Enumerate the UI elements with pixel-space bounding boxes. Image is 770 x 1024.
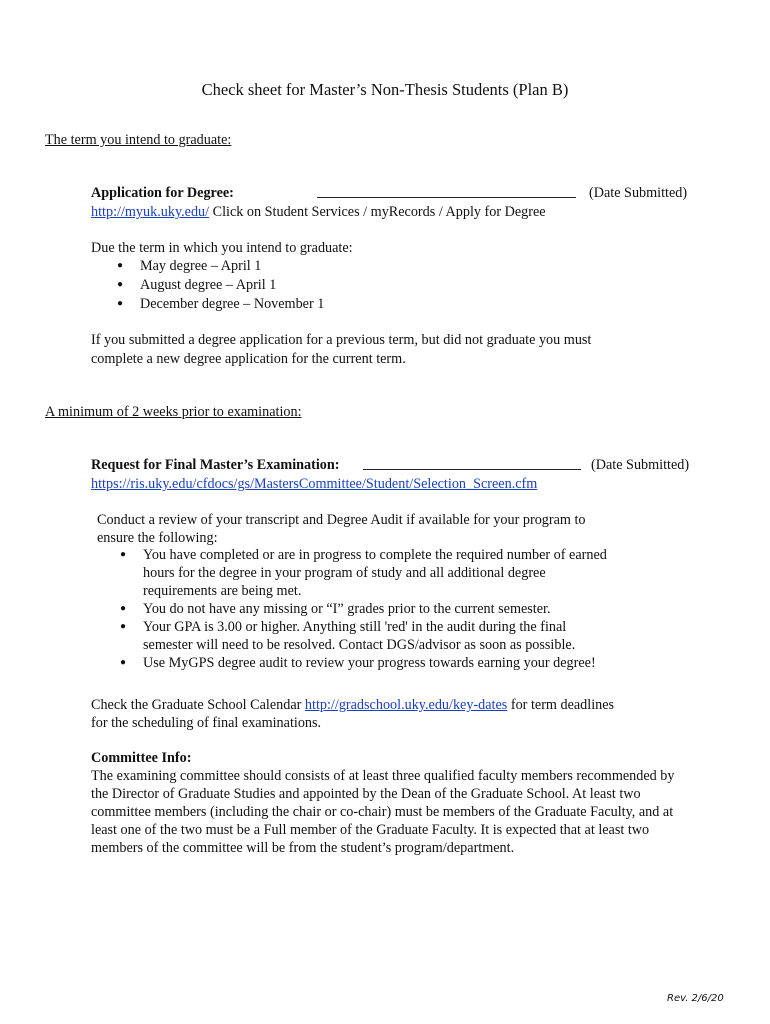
due-date-item bbox=[117, 257, 324, 276]
masters-committee-link[interactable]: https://ris.uky.edu/cfdocs/gs/MastersCommittee/Student/Selection_Screen.cfm bbox=[91, 476, 538, 492]
review-item bbox=[120, 618, 607, 654]
request-label: Request for Final Master’s Examination: bbox=[91, 457, 340, 473]
bullet-icon: ● bbox=[120, 621, 127, 632]
committee-line: The examining committee should consists of at least three qualified faculty members recommended by bbox=[91, 768, 675, 784]
review-item-line: You do not have any missing or “I” grades prior to the current semester. bbox=[143, 601, 551, 617]
application-label: Application for Degree: bbox=[91, 185, 234, 201]
committee-line: least one of the two must be a Full member of the Graduate Faculty. It is expected that at least two bbox=[91, 822, 650, 838]
bullet-icon: ● bbox=[117, 298, 124, 309]
committee-line: the Director of Graduate Studies and appointed by the Dean of the Graduate School. At least two bbox=[91, 786, 641, 802]
review-item bbox=[120, 600, 607, 618]
request-date-blank[interactable] bbox=[363, 457, 581, 475]
review-line-2: ensure the following: bbox=[97, 530, 218, 546]
due-date-text: August degree – April 1 bbox=[140, 277, 277, 293]
request-link-row bbox=[91, 475, 537, 493]
due-date-text: December degree – November 1 bbox=[140, 296, 325, 312]
request-date-label: (Date Submitted) bbox=[591, 457, 690, 473]
review-item-line: Your GPA is 3.00 or higher. Anything still 'red' in the audit during the final bbox=[143, 619, 567, 635]
due-date-item bbox=[117, 276, 324, 295]
committee-line: committee members (including the chair or co-chair) must be members of the Graduate Faculty, and at bbox=[91, 804, 674, 820]
key-dates-link[interactable]: http://gradschool.uky.edu/key-dates bbox=[304, 697, 508, 713]
committee-paragraph bbox=[91, 767, 674, 857]
due-date-text: May degree – April 1 bbox=[140, 258, 262, 274]
calendar-line-1 bbox=[91, 696, 614, 714]
review-item bbox=[120, 654, 607, 672]
application-instructions-text: Click on Student Services / myRecords / Apply for Degree bbox=[209, 204, 546, 220]
note-line-1: If you submitted a degree application for a previous term, but did not graduate you must bbox=[91, 332, 592, 348]
bullet-icon: ● bbox=[117, 260, 124, 271]
note-line-2: complete a new degree application for the current term. bbox=[91, 351, 406, 367]
due-date-item bbox=[117, 295, 325, 314]
committee-line: members of the committee will be from the student’s program/department. bbox=[91, 840, 515, 856]
committee-heading: Committee Info: bbox=[91, 750, 192, 766]
review-item-line: hours for the degree in your program of study and all additional degree bbox=[143, 565, 546, 581]
bullet-icon: ● bbox=[120, 603, 127, 614]
application-date-label: (Date Submitted) bbox=[589, 185, 688, 201]
review-item-line: Use MyGPS degree audit to review your progress towards earning your degree! bbox=[143, 655, 596, 671]
section-heading-graduation-term: The term you intend to graduate: bbox=[45, 132, 232, 148]
revision-date: Rev. 2/6/20 bbox=[667, 993, 724, 1004]
bullet-icon: ● bbox=[120, 549, 127, 560]
review-line-1: Conduct a review of your transcript and Degree Audit if available for your program to bbox=[97, 512, 586, 528]
review-item-line: requirements are being met. bbox=[143, 583, 302, 599]
due-intro: Due the term in which you intend to graduate: bbox=[91, 240, 353, 256]
review-list bbox=[120, 546, 607, 672]
review-item-line: semester will need to be resolved. Contact DGS/advisor as soon as possible. bbox=[143, 637, 576, 653]
page-title: Check sheet for Master’s Non-Thesis Students (Plan B) bbox=[201, 80, 569, 99]
application-date-blank[interactable] bbox=[317, 185, 576, 203]
section-heading-exam: A minimum of 2 weeks prior to examination: bbox=[45, 404, 302, 420]
bullet-icon: ● bbox=[117, 279, 124, 290]
bullet-icon: ● bbox=[120, 657, 127, 668]
review-item-line: You have completed or are in progress to complete the required number of earned bbox=[143, 547, 607, 563]
calendar-line-2: for the scheduling of final examinations. bbox=[91, 715, 322, 731]
due-dates-list bbox=[117, 257, 325, 314]
calendar-post: for term deadlines bbox=[507, 697, 615, 713]
application-instructions bbox=[91, 203, 546, 221]
review-item bbox=[120, 546, 607, 600]
myuk-link[interactable]: http://myuk.uky.edu/ bbox=[91, 204, 210, 220]
calendar-pre: Check the Graduate School Calendar bbox=[91, 697, 305, 713]
